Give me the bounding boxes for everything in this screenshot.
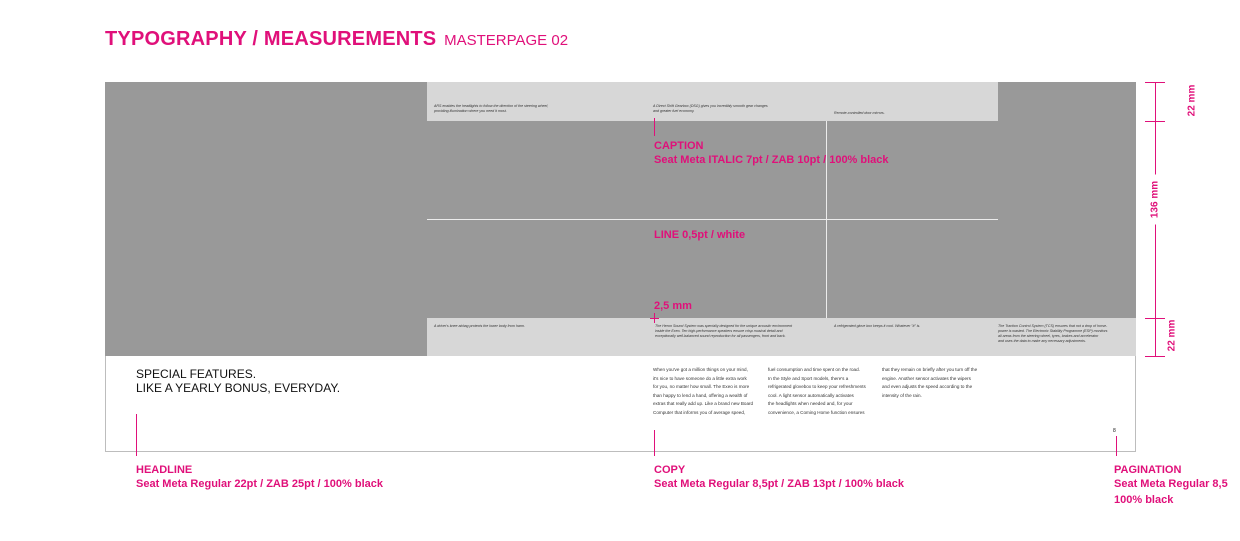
copy-line: extras that really add up. Like a brand new Board <box>653 401 754 406</box>
headline-annotation-title: HEADLINE <box>136 464 193 476</box>
caption-line: power is wasted. The Electronic Stability Programme (ESP) monitors <box>998 329 1108 333</box>
dim-line-top-band <box>1155 82 1156 121</box>
copy-line: Computer that informs you of average speed, <box>653 409 746 415</box>
copy-line: intensity of the rain. <box>882 392 922 398</box>
line-annotation: LINE 0,5pt / white <box>654 229 746 241</box>
caption-annotation-title: CAPTION <box>654 140 704 152</box>
copy-line: engine. Another sensor activates the wipers <box>882 375 971 381</box>
caption-line: A driver's knee airbag protects the lower body from harm. <box>434 324 526 328</box>
pagination-pointer-line <box>1116 436 1117 456</box>
copy-column-3 <box>882 366 977 400</box>
headline <box>136 367 340 395</box>
copy-line: fuel consumption and time spent on the road. <box>768 367 860 372</box>
copy-annotation-title: COPY <box>654 464 686 476</box>
copy-line: and even adjusts the speed according to the <box>882 384 973 389</box>
copy-annotation-spec: Seat Meta Regular 8,5pt / ZAB 13pt / 100% black <box>654 478 905 490</box>
caption-bottom-1 <box>434 324 525 329</box>
caption-bottom-3 <box>834 324 920 329</box>
pagination-annotation-title: PAGINATION <box>1114 464 1182 476</box>
headline-annotation-spec: Seat Meta Regular 22pt / ZAB 25pt / 100% black <box>136 478 383 490</box>
copy-pointer-line <box>654 430 655 456</box>
caption-bottom-2 <box>655 324 792 339</box>
left-image-placeholder <box>105 82 427 356</box>
pagination-annotation-spec-2: 100% black <box>1114 494 1174 506</box>
caption-line: all areas from the steering wheel, tyres, brakes and accelerator <box>998 334 1099 338</box>
caption-line: and uses the data to make any necessary adjustments. <box>998 339 1086 343</box>
pagination-annotation <box>1114 464 1228 508</box>
copy-line: convenience, a Coming Home function ensures <box>768 409 865 415</box>
copy-line: for you, no matter how small. The Exeo is more <box>653 384 750 389</box>
title-subtitle: MASTERPAGE 02 <box>444 32 569 49</box>
copy-line: the headlights when needed and, for your <box>768 401 853 406</box>
headline-annotation <box>136 464 383 492</box>
copy-column-1 <box>653 366 753 417</box>
copy-column-2 <box>768 366 866 417</box>
caption-pointer-line <box>654 118 655 136</box>
top-caption-band <box>427 82 998 121</box>
caption-annotation <box>654 140 889 168</box>
dim-label-image: 136 mm <box>1150 175 1161 225</box>
dim-label-bottom-band: 22 mm <box>1166 319 1178 352</box>
caption-top-1 <box>434 104 548 114</box>
right-image-placeholder <box>998 82 1136 318</box>
dim-line-bottom-band <box>1155 318 1156 356</box>
caption-line: exceptionally well-balanced sound reproduction for all passengers, front and back. <box>655 334 786 338</box>
caption-line: The Heron Sound System was specially designed for the unique acoustic environment <box>655 324 793 328</box>
headline-line-1: SPECIAL FEATURES. <box>136 367 257 381</box>
caption-line: Remote-controlled door mirrors. <box>834 111 885 115</box>
caption-top-2 <box>653 104 768 114</box>
caption-line: inside the Exeo. Ten high-performance speakers ensure crisp musical detail and <box>655 329 783 333</box>
white-line-horizontal <box>427 219 998 220</box>
caption-line: ARS enables the headlights to follow the direction of the steering wheel, <box>434 104 549 108</box>
copy-line: When you've got a million things on your mind, <box>653 367 748 372</box>
caption-line: providing illumination where you need it most. <box>434 109 507 113</box>
copy-annotation <box>654 464 904 492</box>
caption-line: and greater fuel economy. <box>653 109 695 113</box>
caption-line: A refrigerated glove box keeps it cool. Whatever "it" is. <box>834 324 921 328</box>
copy-line: it's nice to have someone do a little extra work <box>653 375 747 381</box>
dim-tick-bottom <box>1145 356 1165 357</box>
gap-annotation: 2,5 mm <box>654 300 692 312</box>
title-main: TYPOGRAPHY / MEASUREMENTS <box>105 28 437 50</box>
copy-line: In the Style and Sport models, there's a <box>768 375 849 381</box>
caption-top-3 <box>834 111 885 116</box>
dim-label-top-band: 22 mm <box>1186 84 1198 117</box>
copy-line: cool. A light sensor automatically activates <box>768 392 854 398</box>
headline-pointer-line <box>136 414 137 456</box>
page-title <box>105 28 568 51</box>
pagination-annotation-spec-1: Seat Meta Regular 8,5 <box>1114 478 1228 490</box>
gap-marker-horizontal <box>650 318 659 319</box>
headline-line-2: LIKE A YEARLY BONUS, EVERYDAY. <box>136 381 341 395</box>
caption-bottom-4 <box>998 324 1107 344</box>
caption-line: A Direct Shift Gearbox (DSG) gives you incredibly smooth gear changes <box>653 104 768 108</box>
copy-line: that they remain on briefly after you turn off the <box>882 367 978 372</box>
copy-line: refrigerated glovebox to keep your refreshments <box>768 384 866 389</box>
caption-line: The Traction Control System (TCS) ensures that not a drop of horse- <box>998 324 1108 328</box>
page-number: 8 <box>1113 428 1116 434</box>
copy-line: than happy to lend a hand, offering a wealth of <box>653 392 748 398</box>
caption-annotation-spec: Seat Meta ITALIC 7pt / ZAB 10pt / 100% black <box>654 154 889 166</box>
